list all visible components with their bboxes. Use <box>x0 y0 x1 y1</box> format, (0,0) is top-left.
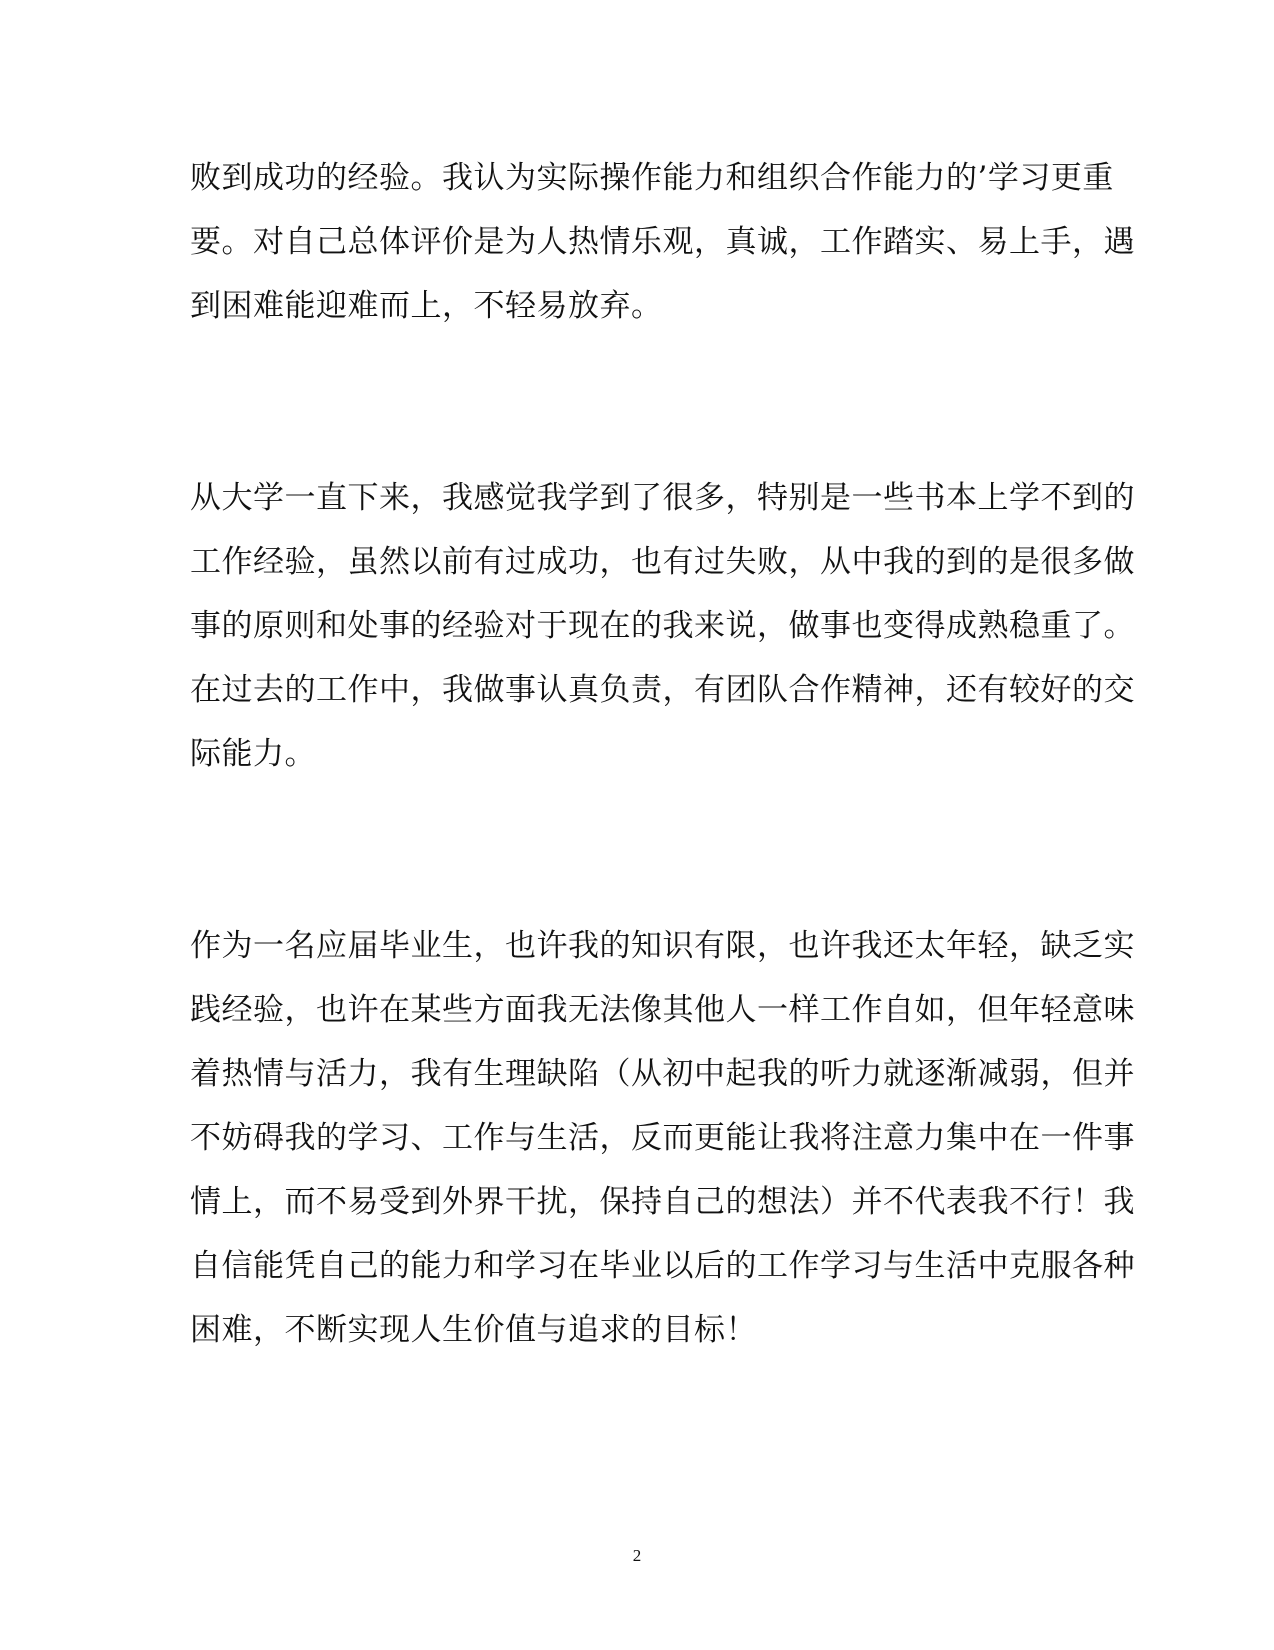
paragraph-line: 际能力。 <box>190 736 316 772</box>
paragraph-line: 情上，而不易受到外界干扰，保持自己的想法）并不代表我不行！我 <box>190 1184 1135 1220</box>
paragraph-line: 困难，不断实现人生价值与追求的目标！ <box>190 1312 757 1348</box>
paragraph-line: 工作经验，虽然以前有过成功，也有过失败，从中我的到的是很多做 <box>190 544 1135 580</box>
paragraph-line: 自信能凭自己的能力和学习在毕业以后的工作学习与生活中克服各种 <box>190 1248 1135 1284</box>
paragraph-line: 到困难能迎难而上，不轻易放弃。 <box>190 288 663 324</box>
paragraph-line: 要。对自己总体评价是为人热情乐观，真诚，工作踏实、易上手，遇 <box>190 224 1135 260</box>
paragraph-line: 践经验，也许在某些方面我无法像其他人一样工作自如，但年轻意味 <box>190 992 1135 1028</box>
paragraph-line: 作为一名应届毕业生，也许我的知识有限，也许我还太年轻，缺乏实 <box>190 928 1135 964</box>
paragraph-line: 不妨碍我的学习、工作与生活，反而更能让我将注意力集中在一件事 <box>190 1120 1135 1156</box>
paragraph-line: 着热情与活力，我有生理缺陷（从初中起我的听力就逐渐减弱，但并 <box>190 1056 1135 1092</box>
paragraph-line: 事的原则和处事的经验对于现在的我来说，做事也变得成熟稳重了。 <box>190 608 1135 644</box>
paragraph-line: 败到成功的经验。我认为实际操作能力和组织合作能力的’学习更重 <box>190 160 1114 196</box>
paragraph-line: 从大学一直下来，我感觉我学到了很多，特别是一些书本上学不到的 <box>190 480 1135 516</box>
paragraph-line: 在过去的工作中，我做事认真负责，有团队合作精神，还有较好的交 <box>190 672 1135 708</box>
page-number: 2 <box>632 1546 642 1565</box>
